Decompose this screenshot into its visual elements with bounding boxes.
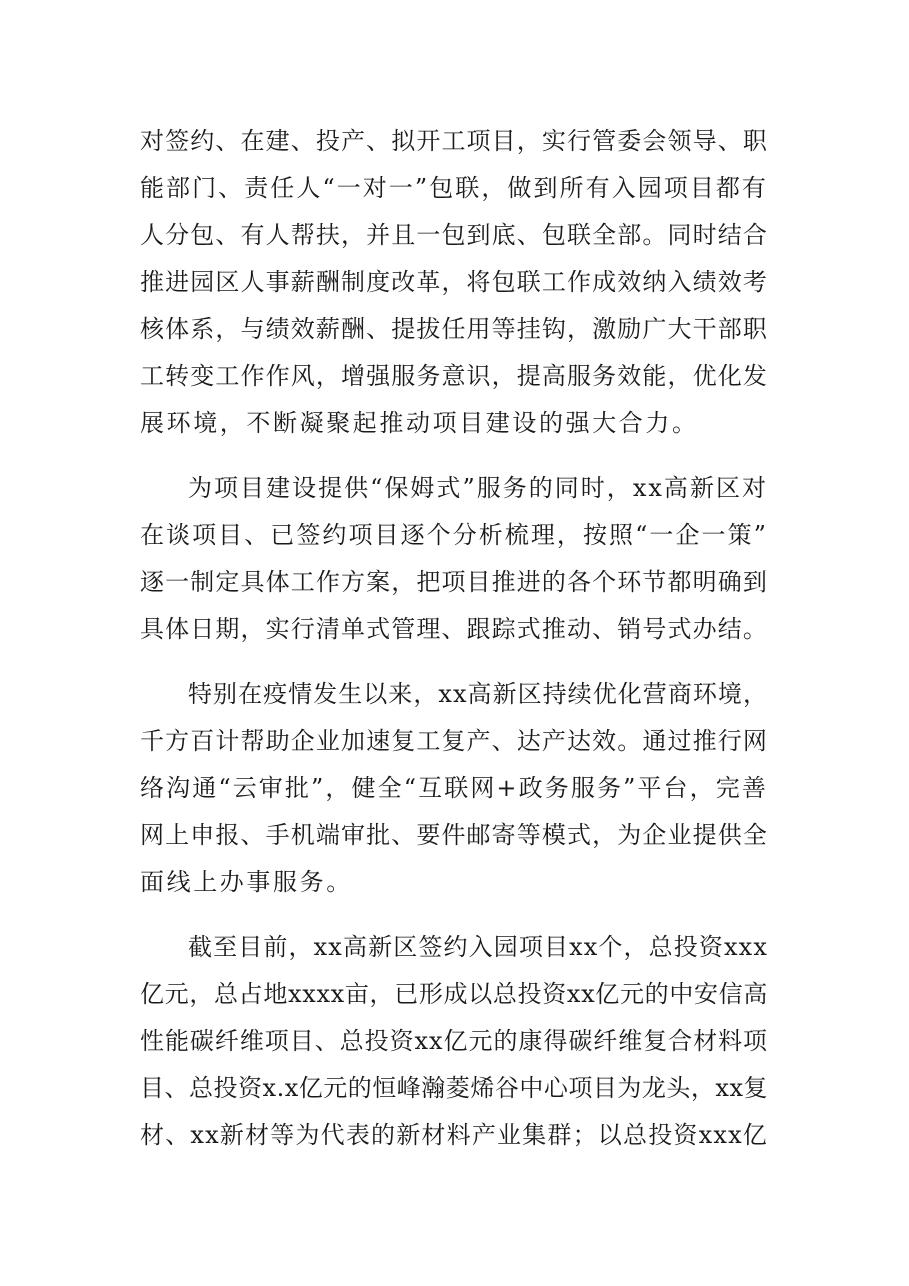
paragraph-line: 逐一制定具体工作方案，把项目推进的各个环节都明确到 bbox=[140, 568, 768, 596]
paragraph-line: 推进园区人事薪酬制度改革，将包联工作成效纳入绩效考 bbox=[140, 268, 768, 296]
paragraph-line: 能部门、责任人“一对一”包联，做到所有入园项目都有 bbox=[140, 174, 768, 202]
paragraph-line: 特别在疫情发生以来，xx高新区持续优化营商环境， bbox=[188, 680, 768, 708]
paragraph-line: 络沟通“云审批”，健全“互联网+政务服务”平台，完善 bbox=[140, 774, 768, 802]
paragraph-line: 千方百计帮助企业加速复工复产、达产达效。通过推行网 bbox=[140, 727, 768, 755]
paragraph-line: 面线上办事服务。 bbox=[140, 868, 353, 896]
paragraph-line: 对签约、在建、投产、拟开工项目，实行管委会领导、职 bbox=[140, 127, 768, 155]
paragraph-line: 人分包、有人帮扶，并且一包到底、包联全部。同时结合 bbox=[140, 221, 768, 249]
paragraph-line: 展环境，不断凝聚起推动项目建设的强大合力。 bbox=[140, 409, 699, 437]
paragraph-line: 亿元，总占地xxxx亩，已形成以总投资xx亿元的中安信高 bbox=[140, 980, 768, 1008]
paragraph-line: 材、xx新材等为代表的新材料产业集群；以总投资xxx亿 bbox=[140, 1121, 768, 1149]
paragraph-line: 工转变工作作风，增强服务意识，提高服务效能，优化发 bbox=[140, 362, 768, 390]
paragraph-line: 网上申报、手机端审批、要件邮寄等模式，为企业提供全 bbox=[140, 821, 768, 849]
paragraph-line: 截至目前，xx高新区签约入园项目xx个，总投资xxx bbox=[188, 933, 768, 961]
paragraph-line: 具体日期，实行清单式管理、跟踪式推动、销号式办结。 bbox=[140, 615, 768, 643]
paragraph-line: 性能碳纤维项目、总投资xx亿元的康得碳纤维复合材料项 bbox=[140, 1027, 769, 1055]
paragraph-line: 目、总投资x.x亿元的恒峰瀚菱烯谷中心项目为龙头，xx复 bbox=[140, 1074, 768, 1102]
paragraph-line: 核体系，与绩效薪酬、提拔任用等挂钩，激励广大干部职 bbox=[140, 315, 768, 343]
paragraph-line: 在谈项目、已签约项目逐个分析梳理，按照“一企一策” bbox=[140, 521, 768, 549]
paragraph-line: 为项目建设提供“保姆式”服务的同时，xx高新区对 bbox=[188, 474, 768, 502]
